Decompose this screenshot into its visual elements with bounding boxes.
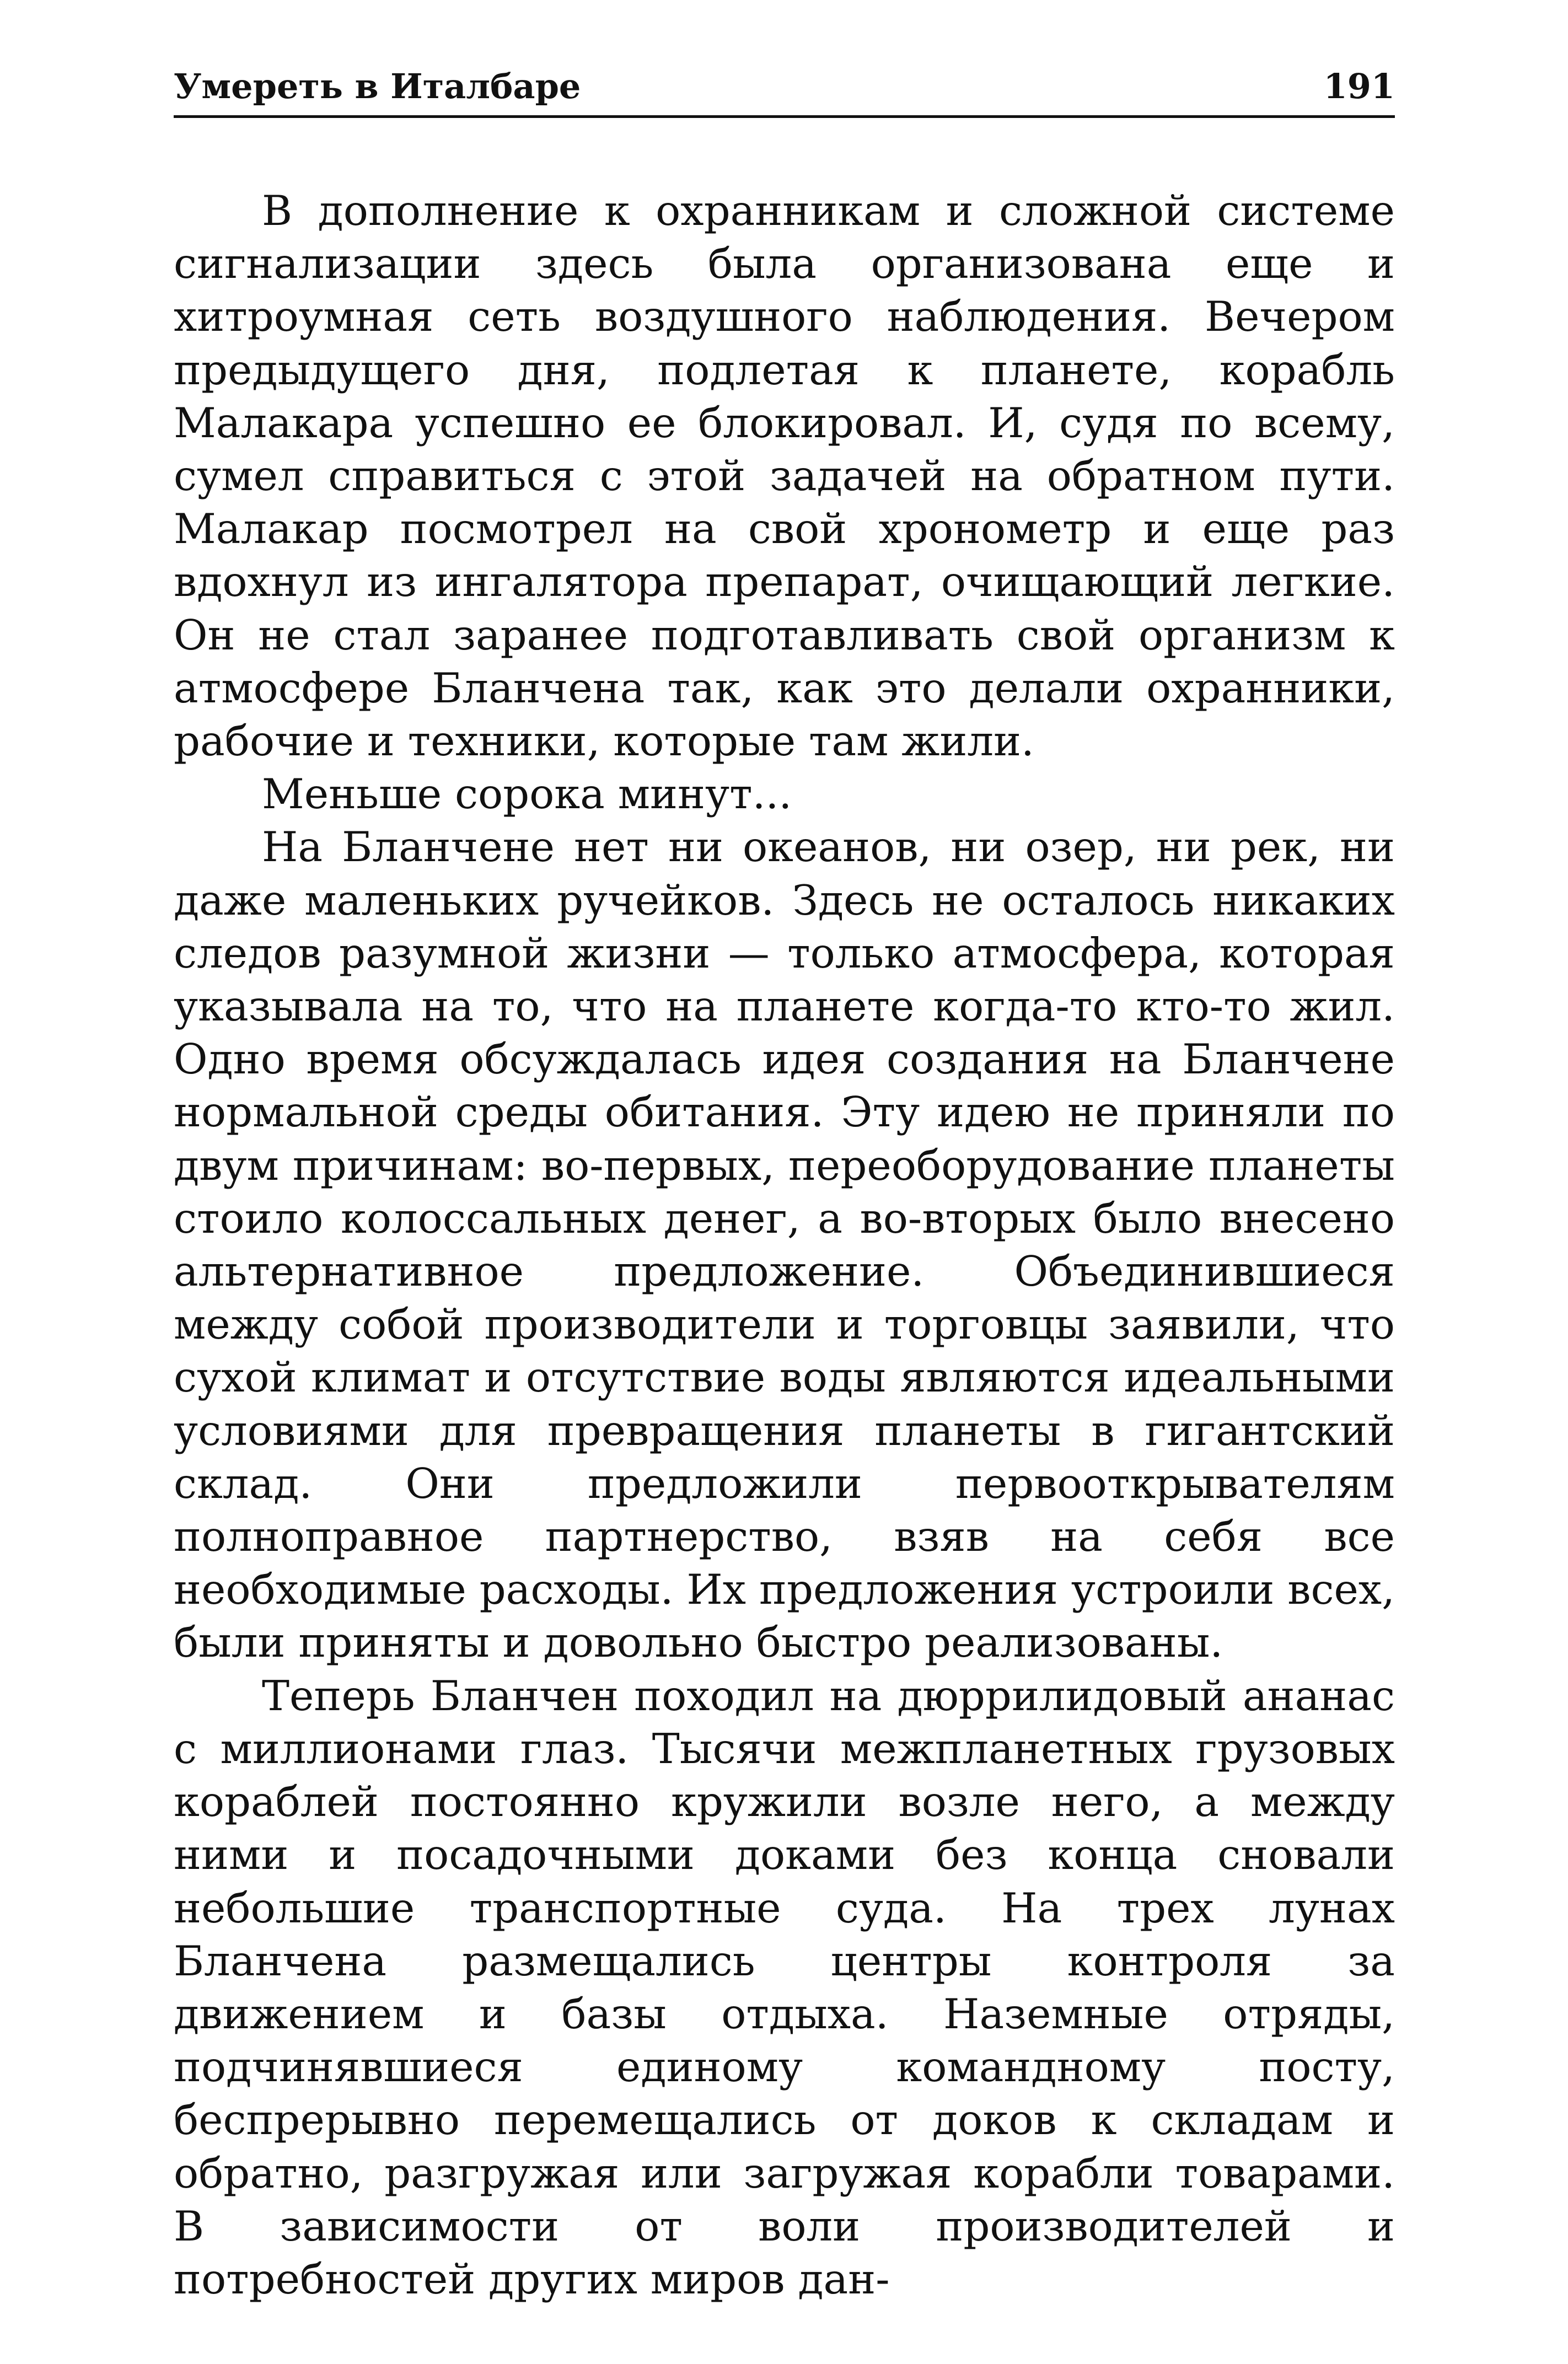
page-number: 191 <box>1323 66 1395 106</box>
book-page <box>174 58 1395 2306</box>
body-text <box>174 184 1395 2306</box>
paragraph: На Бланчене нет ни океанов, ни озер, ни рек, ни даже маленьких ручейков. Здесь не осталось никаких следов разумной жизни — только атмосфера, которая указывала на то, что на планете когда-то кто-то жил. Одно время обсуждалась идея создания на Бланчене нормальной среды обитания. Эту идею не приняли по двум причинам: во-первых, переоборудование планеты стоило колоссальных денег, а во-вторых было внесено альтернативное предложение. Объединившиеся между собой производители и торговцы заявили, что сухой климат и отсутствие воды являются идеальными условиями для превращения планеты в гигантский склад. Они предложили первооткрывателям полноправное партнерство, взяв на себя все необходимые расходы. Их предложения устроили всех, были приняты и довольно быстро реализованы. <box>174 823 1395 1667</box>
paragraph: Теперь Бланчен походил на дюррилидовый ананас с миллионами глаз. Тысячи межпланетных грузовых кораблей постоянно кружили возле него, а между ними и посадочными доками без конца сновали небольшие транспортные суда. На трех лунах Бланчена размещались центры контроля за движением и базы отдыха. Наземные отряды, подчинявшиеся единому командному посту, беспрерывно перемещались от доков к складам и обратно, разгружая или загружая корабли товарами. В зависимости от воли производителей и потребностей других миров дан- <box>174 1671 1395 2303</box>
page-header <box>174 58 1395 118</box>
running-title: Умереть в Италбаре <box>174 66 581 106</box>
paragraph: Меньше сорока минут... <box>262 770 792 819</box>
paragraph: В дополнение к охранникам и сложной системе сигнализации здесь была организована еще и хитроумная сеть воздушного наблюдения. Вечером предыдущего дня, подлетая к планете, корабль Малакара успешно ее блокировал. И, судя по всему, сумел справиться с этой задачей на обратном пути. Малакар посмотрел на свой хронометр и еще раз вдохнул из ингалятора препарат, очищающий легкие. Он не стал заранее подготавливать свой организм к атмосфере Бланчена так, как это делали охранники, рабочие и техники, которые там жили. <box>174 186 1395 766</box>
